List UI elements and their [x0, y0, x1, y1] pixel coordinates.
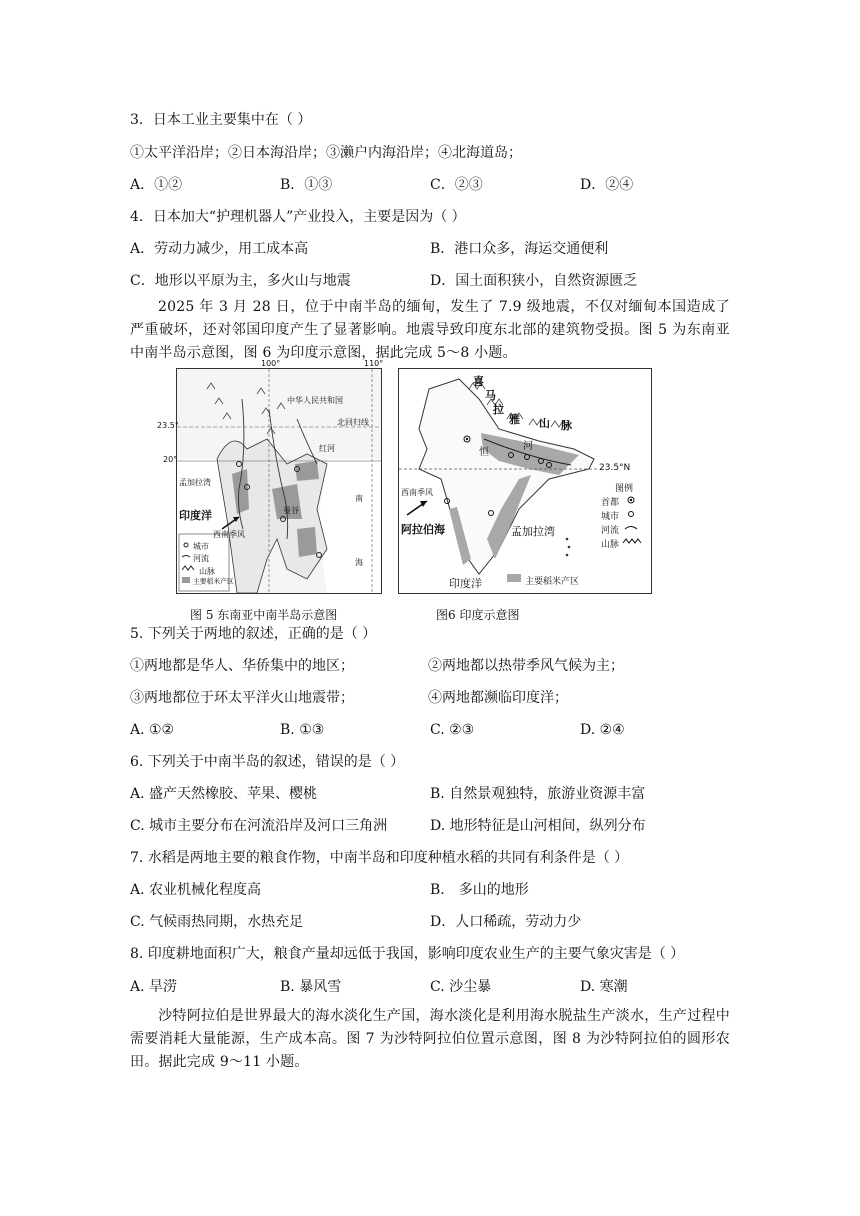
q3-statements: ①太平洋沿岸；②日本海沿岸；③濑户内海沿岸；④北海道岛；	[130, 145, 522, 161]
fig5-legend-rice: 主要稻米产区	[193, 577, 234, 586]
fig6-rice-label: 主要稻米产区	[525, 577, 580, 587]
fig5-lat-235: 23.5°	[157, 421, 179, 430]
q6-option-d[interactable]: D. 地形特征是山河相间，纵列分布	[430, 818, 646, 834]
q5-stem: 5. 下列关于两地的叙述，正确的是（ ）	[130, 626, 377, 642]
fig5-legend-city: 城市	[193, 542, 209, 551]
q5-option-d[interactable]: D. ②④	[580, 722, 625, 738]
q5-option-c[interactable]: C. ②③	[430, 722, 475, 738]
fig6-ganga-0: 恒	[479, 447, 489, 458]
fig5-legend-river: 河流	[193, 554, 209, 563]
q8-option-b[interactable]: B. 暴风雪	[280, 979, 342, 995]
q5-statement-3: ③两地都位于环太平洋火山地震带；	[130, 690, 354, 706]
q6-option-c[interactable]: C. 城市主要分布在河流沿岸及河口三角洲	[130, 818, 388, 834]
passage-saudi-desalination: 沙特阿拉伯是世界最大的海水淡化生产国，海水淡化是利用海水脱盐生产淡水，生产过程中需要消耗大量能源，生产成本高。图 7 为沙特阿拉伯位置示意图，图 8 为沙特阿拉伯的圆形农田。据此完成 9～11 小题。	[130, 1008, 730, 1070]
figure6-caption: 图6 印度示意图	[436, 608, 520, 622]
figure5-caption: 图 5 东南亚中南半岛示意图	[190, 608, 338, 622]
passage-myanmar-earthquake: 2025 年 3 月 28 日，位于中南半岛的缅甸，发生了 7.9 级地震，不仅对缅甸本国造成了严重破坏，还对邻国印度产生了显著影响。地震导致印度东北部的建筑物受损。图 5 为东南亚中南半岛示意图，图 6 为印度示意图，据此完成 5～8 小题。	[130, 299, 730, 361]
figure5-map	[157, 359, 384, 594]
q7-option-d[interactable]: D．人口稀疏，劳动力少	[430, 914, 582, 930]
fig5-bangkok-label: 曼谷	[283, 506, 299, 515]
fig5-lon-100: 100°	[261, 359, 281, 368]
fig6-hima-4: 山	[539, 417, 550, 430]
fig5-lat-20: 20°	[163, 455, 178, 464]
fig5-china-label: 中华人民共和国	[287, 396, 343, 405]
fig6-hima-5: 脉	[561, 419, 572, 432]
q4-option-a[interactable]: A．劳动力减少，用工成本高	[130, 241, 309, 257]
q5-option-b[interactable]: B. ①③	[280, 722, 325, 738]
q3-option-a[interactable]: A．①②	[130, 177, 183, 193]
fig5-legend-mountain: 山脉	[199, 567, 215, 576]
fig6-arabian-sea-label: 阿拉伯海	[401, 523, 445, 536]
q7-option-a[interactable]: A. 农业机械化程度高	[130, 882, 262, 898]
q5-statement-2: ②两地都以热带季风气候为主；	[428, 658, 624, 674]
fig6-bay-label: 孟加拉湾	[511, 525, 555, 538]
q3-option-d[interactable]: D．②④	[580, 177, 634, 193]
fig6-legend-mountain: 山脉	[601, 540, 620, 550]
q8-stem: 8. 印度耕地面积广大，粮食产量却远低于我国，影响印度农业生产的主要气象灾害是（ ）	[130, 946, 685, 962]
fig5-bay-label: 孟加拉湾	[179, 478, 211, 487]
q7-option-c[interactable]: C. 气候雨热同期，水热充足	[130, 914, 304, 930]
fig6-legend-title: 图例	[615, 484, 634, 494]
fig6-ganga-1: 河	[523, 441, 533, 452]
q5-statement-4: ④两地都濒临印度洋；	[428, 690, 568, 706]
q4-option-b[interactable]: B．港口众多，海运交通便利	[430, 241, 609, 257]
q8-option-d[interactable]: D. 寒潮	[580, 979, 628, 995]
q4-option-d[interactable]: D．国土面积狭小，自然资源匮乏	[430, 273, 638, 289]
q4-stem: 4．日本加大“护理机器人”产业投入，主要是因为（ ）	[130, 209, 466, 225]
q4-option-c[interactable]: C．地形以平原为主，多火山与地震	[130, 273, 351, 289]
fig5-lon-110: 110°	[364, 359, 384, 368]
fig6-legend-river: 河流	[601, 526, 620, 536]
q3-option-b[interactable]: B．①③	[280, 177, 333, 193]
fig6-ocean-label: 印度洋	[449, 577, 482, 590]
q7-option-b[interactable]: B． 多山的地形	[430, 882, 529, 898]
fig5-red-river-label: 红河	[319, 444, 335, 453]
fig6-tropic-label: 23.5°N	[599, 463, 631, 473]
q3-option-c[interactable]: C．②③	[430, 177, 483, 193]
q8-option-a[interactable]: A. 旱涝	[130, 979, 178, 995]
q6-stem: 6. 下列关于中南半岛的叙述，错误的是（ ）	[130, 754, 405, 770]
q6-option-b[interactable]: B. 自然景观独特，旅游业资源丰富	[430, 786, 646, 802]
fig5-hai-label: 海	[355, 558, 363, 567]
figure6-map	[398, 368, 652, 594]
fig5-nan-label: 南	[355, 494, 363, 503]
q3-stem: 3．日本工业主要集中在（ ）	[130, 112, 312, 128]
fig5-monsoon-label: 西南季风	[213, 530, 245, 539]
fig6-legend-city: 城市	[601, 512, 620, 522]
fig5-tropic-label: 北回归线	[337, 418, 369, 427]
q5-option-a[interactable]: A. ①②	[130, 722, 175, 738]
fig6-hima-2: 拉	[493, 403, 504, 416]
fig6-legend-capital: 首都	[601, 498, 620, 508]
fig6-monsoon-label: 西南季风	[401, 488, 433, 497]
fig6-hima-3: 雅	[509, 413, 520, 426]
q7-stem: 7. 水稻是两地主要的粮食作物，中南半岛和印度种植水稻的共同有利条件是（ ）	[130, 850, 629, 866]
q8-option-c[interactable]: C. 沙尘暴	[430, 979, 492, 995]
fig5-indian-ocean-label: 印度洋	[179, 509, 212, 522]
fig6-hima-1: 马	[485, 389, 496, 402]
q6-option-a[interactable]: A. 盛产天然橡胶、苹果、樱桃	[130, 786, 318, 802]
q5-statement-1: ①两地都是华人、华侨集中的地区；	[130, 658, 354, 674]
fig6-hima-0: 喜	[473, 375, 484, 388]
